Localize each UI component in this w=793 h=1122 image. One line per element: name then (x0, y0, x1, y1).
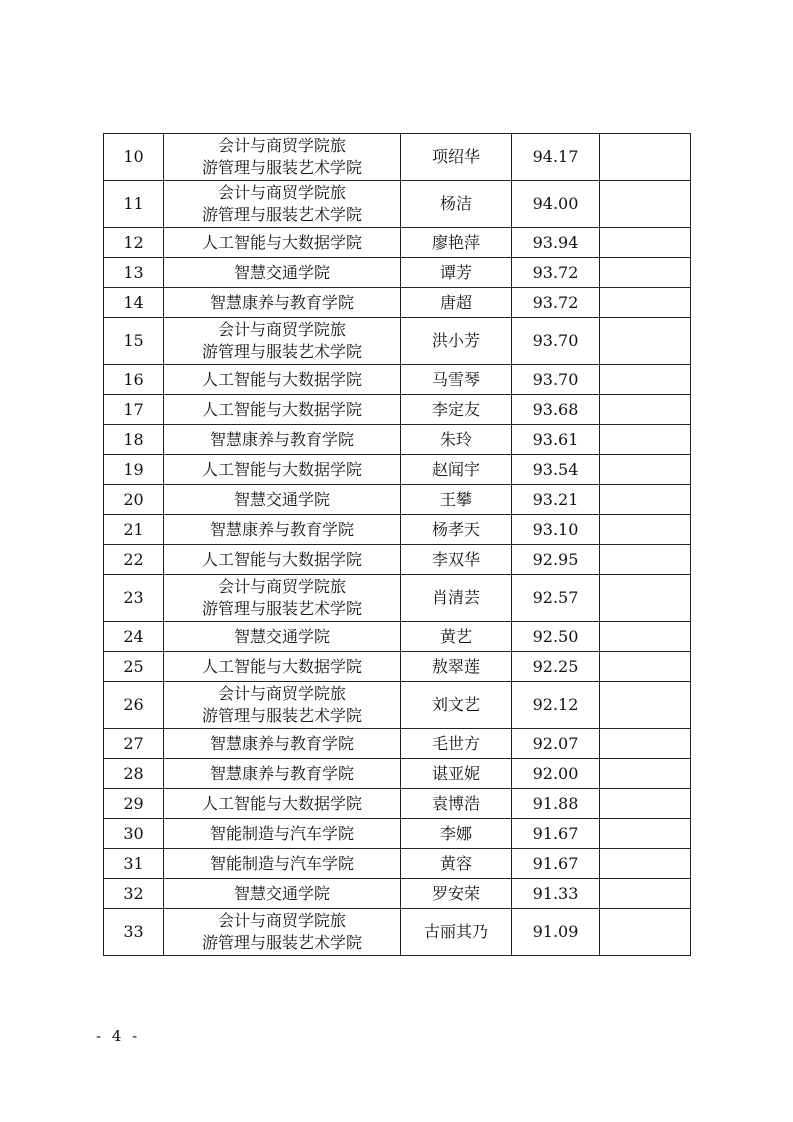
remark-cell (600, 134, 691, 181)
score-cell: 92.12 (512, 682, 600, 729)
remark-cell (600, 228, 691, 258)
college-line: 会计与商贸学院旅 (217, 684, 346, 703)
name-cell: 廖艳萍 (401, 228, 512, 258)
row-number: 31 (104, 849, 164, 879)
score-cell: 91.88 (512, 789, 600, 819)
college-line: 智能制造与汽车学院 (209, 823, 354, 843)
remark-cell (600, 789, 691, 819)
college-cell (164, 318, 401, 365)
college-cell (164, 729, 401, 759)
name-cell: 黄艺 (401, 622, 512, 652)
college-cell (164, 789, 401, 819)
row-number: 10 (104, 134, 164, 181)
college-line: 人工智能与大数据学院 (201, 656, 362, 676)
name-cell: 赵闻宇 (401, 455, 512, 485)
college-cell (164, 288, 401, 318)
college-line: 游管理与服装艺术学院 (201, 599, 362, 618)
remark-cell (600, 622, 691, 652)
college-cell (164, 134, 401, 181)
row-number: 11 (104, 181, 164, 228)
college-cell (164, 485, 401, 515)
score-cell: 93.72 (512, 258, 600, 288)
row-number: 16 (104, 365, 164, 395)
remark-cell (600, 879, 691, 909)
name-cell: 李定友 (401, 395, 512, 425)
college-line: 智慧交通学院 (233, 626, 330, 646)
score-cell: 92.50 (512, 622, 600, 652)
table-row (104, 425, 691, 455)
name-cell: 敖翠莲 (401, 652, 512, 682)
row-number: 18 (104, 425, 164, 455)
table-row (104, 879, 691, 909)
college-line: 人工智能与大数据学院 (201, 232, 362, 252)
college-cell (164, 622, 401, 652)
name-cell: 谭芳 (401, 258, 512, 288)
table-row (104, 318, 691, 365)
score-cell: 91.67 (512, 819, 600, 849)
remark-cell (600, 395, 691, 425)
row-number: 12 (104, 228, 164, 258)
score-cell: 92.00 (512, 759, 600, 789)
name-cell: 罗安荣 (401, 879, 512, 909)
row-number: 13 (104, 258, 164, 288)
remark-cell (600, 288, 691, 318)
college-line: 人工智能与大数据学院 (201, 369, 362, 389)
score-cell: 93.70 (512, 318, 600, 365)
table-row (104, 455, 691, 485)
name-cell: 李双华 (401, 545, 512, 575)
college-line: 人工智能与大数据学院 (201, 793, 362, 813)
score-cell: 94.17 (512, 134, 600, 181)
college-cell (164, 819, 401, 849)
score-cell: 93.21 (512, 485, 600, 515)
remark-cell (600, 365, 691, 395)
table-row (104, 849, 691, 879)
remark-cell (600, 318, 691, 365)
college-line: 智慧康养与教育学院 (209, 733, 354, 753)
row-number: 30 (104, 819, 164, 849)
college-cell (164, 652, 401, 682)
remark-cell (600, 652, 691, 682)
table-row (104, 258, 691, 288)
remark-cell (600, 485, 691, 515)
remark-cell (600, 682, 691, 729)
table-row (104, 395, 691, 425)
college-cell (164, 515, 401, 545)
name-cell: 李娜 (401, 819, 512, 849)
row-number: 15 (104, 318, 164, 365)
college-line: 会计与商贸学院旅 (217, 136, 346, 155)
table-row (104, 759, 691, 789)
name-cell: 刘文艺 (401, 682, 512, 729)
table-row (104, 365, 691, 395)
college-cell (164, 909, 401, 956)
table-row (104, 819, 691, 849)
row-number: 20 (104, 485, 164, 515)
name-cell: 杨洁 (401, 181, 512, 228)
college-cell (164, 228, 401, 258)
college-line: 智慧交通学院 (233, 489, 330, 509)
name-cell: 王攀 (401, 485, 512, 515)
row-number: 32 (104, 879, 164, 909)
table-row (104, 228, 691, 258)
college-line: 智慧交通学院 (233, 883, 330, 903)
row-number: 17 (104, 395, 164, 425)
college-cell (164, 879, 401, 909)
remark-cell (600, 258, 691, 288)
score-cell: 92.57 (512, 575, 600, 622)
row-number: 28 (104, 759, 164, 789)
college-line: 智慧交通学院 (233, 262, 330, 282)
college-cell (164, 258, 401, 288)
name-cell: 朱玲 (401, 425, 512, 455)
name-cell: 杨孝天 (401, 515, 512, 545)
page-number: - 4 - (96, 1027, 141, 1045)
remark-cell (600, 515, 691, 545)
college-cell (164, 682, 401, 729)
name-cell: 洪小芳 (401, 318, 512, 365)
row-number: 25 (104, 652, 164, 682)
college-line: 会计与商贸学院旅 (217, 183, 346, 202)
remark-cell (600, 455, 691, 485)
remark-cell (600, 545, 691, 575)
remark-cell (600, 819, 691, 849)
college-line: 智慧康养与教育学院 (209, 429, 354, 449)
college-line: 游管理与服装艺术学院 (201, 933, 362, 952)
score-cell: 93.94 (512, 228, 600, 258)
row-number: 29 (104, 789, 164, 819)
score-cell: 93.10 (512, 515, 600, 545)
name-cell: 谌亚妮 (401, 759, 512, 789)
table-row (104, 652, 691, 682)
college-cell (164, 395, 401, 425)
score-cell: 93.70 (512, 365, 600, 395)
remark-cell (600, 909, 691, 956)
name-cell: 黄容 (401, 849, 512, 879)
row-number: 23 (104, 575, 164, 622)
score-cell: 92.07 (512, 729, 600, 759)
college-cell (164, 849, 401, 879)
score-cell: 92.25 (512, 652, 600, 682)
score-table (103, 133, 691, 956)
college-line: 智慧康养与教育学院 (209, 519, 354, 539)
row-number: 14 (104, 288, 164, 318)
college-line: 人工智能与大数据学院 (201, 459, 362, 479)
table-row (104, 515, 691, 545)
college-line: 游管理与服装艺术学院 (201, 342, 362, 361)
score-cell: 91.67 (512, 849, 600, 879)
remark-cell (600, 575, 691, 622)
score-cell: 91.09 (512, 909, 600, 956)
row-number: 24 (104, 622, 164, 652)
college-line: 智慧康养与教育学院 (209, 763, 354, 783)
row-number: 22 (104, 545, 164, 575)
table-row (104, 134, 691, 181)
score-cell: 91.33 (512, 879, 600, 909)
table-row (104, 729, 691, 759)
college-cell (164, 545, 401, 575)
college-cell (164, 365, 401, 395)
table-row (104, 909, 691, 956)
college-cell (164, 575, 401, 622)
name-cell: 唐超 (401, 288, 512, 318)
table-row (104, 545, 691, 575)
college-line: 智能制造与汽车学院 (209, 853, 354, 873)
table-row (104, 789, 691, 819)
remark-cell (600, 425, 691, 455)
college-line: 人工智能与大数据学院 (201, 549, 362, 569)
score-cell: 93.68 (512, 395, 600, 425)
remark-cell (600, 181, 691, 228)
table-row (104, 485, 691, 515)
college-line: 会计与商贸学院旅 (217, 577, 346, 596)
table-row (104, 682, 691, 729)
college-cell (164, 455, 401, 485)
row-number: 33 (104, 909, 164, 956)
row-number: 21 (104, 515, 164, 545)
table-row (104, 622, 691, 652)
remark-cell (600, 759, 691, 789)
score-cell: 93.54 (512, 455, 600, 485)
remark-cell (600, 849, 691, 879)
table-row (104, 181, 691, 228)
score-cell: 92.95 (512, 545, 600, 575)
name-cell: 毛世方 (401, 729, 512, 759)
row-number: 26 (104, 682, 164, 729)
college-cell (164, 759, 401, 789)
college-line: 游管理与服装艺术学院 (201, 205, 362, 224)
remark-cell (600, 729, 691, 759)
college-line: 会计与商贸学院旅 (217, 911, 346, 930)
score-cell: 93.72 (512, 288, 600, 318)
table-row (104, 288, 691, 318)
score-cell: 93.61 (512, 425, 600, 455)
score-cell: 94.00 (512, 181, 600, 228)
college-cell (164, 181, 401, 228)
name-cell: 马雪琴 (401, 365, 512, 395)
college-cell (164, 425, 401, 455)
name-cell: 古丽其乃 (401, 909, 512, 956)
table-body (104, 134, 691, 956)
name-cell: 项绍华 (401, 134, 512, 181)
college-line: 游管理与服装艺术学院 (201, 706, 362, 725)
row-number: 19 (104, 455, 164, 485)
college-line: 会计与商贸学院旅 (217, 320, 346, 339)
college-line: 智慧康养与教育学院 (209, 292, 354, 312)
college-line: 游管理与服装艺术学院 (201, 158, 362, 177)
name-cell: 肖清芸 (401, 575, 512, 622)
table-row (104, 575, 691, 622)
name-cell: 袁博浩 (401, 789, 512, 819)
row-number: 27 (104, 729, 164, 759)
college-line: 人工智能与大数据学院 (201, 399, 362, 419)
